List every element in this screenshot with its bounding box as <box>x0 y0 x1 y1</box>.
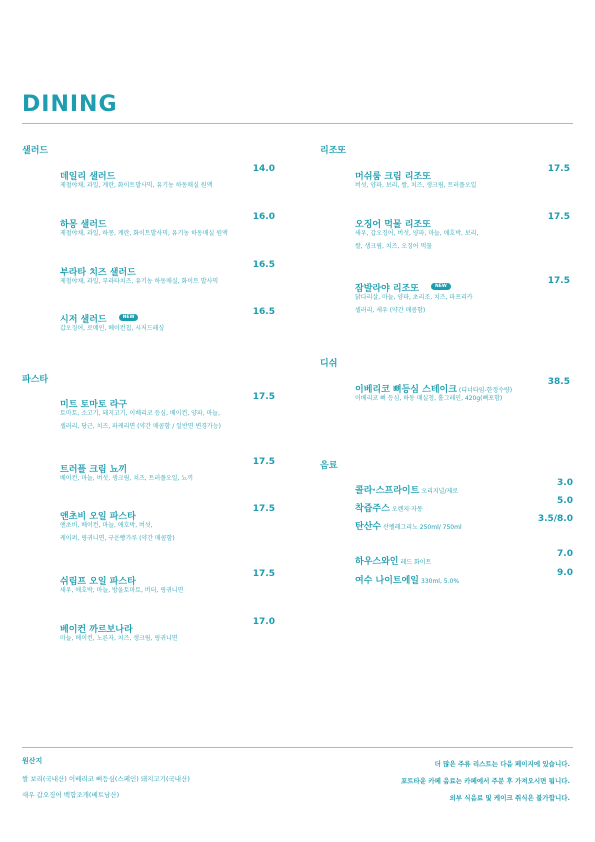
header-divider <box>22 123 573 124</box>
item-name: 하몽 샐러드 <box>60 220 107 230</box>
menu-item <box>60 212 275 240</box>
item-name: 미트 토마토 라구 <box>60 400 128 410</box>
item-description: 갑오징어, 로메인, 베이컨칩, 시저드레싱 <box>60 325 165 332</box>
item-note: 오리지널/제로 <box>421 488 459 495</box>
item-price: 17.5 <box>252 457 275 467</box>
item-description: 새우, 갑오징어, 버섯, 양파, 마늘, 애호박, 보리, 쌀, 생크림, 치즈, 오징어 먹물 <box>355 230 479 250</box>
item-name: 하우스와인 <box>355 557 399 567</box>
item-description: 토마토, 소고기, 돼지고기, 이베리코 등심, 베이컨, 양파, 마늘, 셀러리, 당근, 치즈, 파케리면 (약간 매콤함 / 일반면 변경가능) <box>60 410 221 430</box>
item-note: 레드 화이트 <box>400 559 432 566</box>
item-description: 닭다리살, 마늘, 양파, 초리조, 치즈, 파프리카 셀러리, 새우 (약간 매콤함) <box>355 294 473 314</box>
menu-item <box>60 457 275 485</box>
item-name: 콜라·스프라이트 <box>355 486 420 496</box>
section-title-drinks: 음료 <box>320 461 338 471</box>
section-title-pasta: 파스타 <box>22 375 49 385</box>
footer-notes <box>401 756 570 807</box>
drink-item <box>355 478 573 496</box>
drink-item <box>355 514 573 532</box>
item-price: 5.0 <box>557 496 573 506</box>
footer-divider <box>22 747 573 748</box>
item-description: 버섯, 양파, 보리, 쌀, 치즈, 생크림, 트러플오일 <box>355 182 477 189</box>
menu-item <box>60 504 275 545</box>
item-note: 오렌지·자몽 <box>391 506 423 513</box>
item-description: 앤초비, 베이컨, 마늘, 애호박, 버섯, 케이퍼, 링귀니면, 구운빵가루 (약간 매콤함) <box>60 522 175 542</box>
menu-item <box>60 617 275 645</box>
item-name: 쉬림프 오일 파스타 <box>60 577 136 587</box>
menu-item <box>355 164 570 192</box>
drink-item <box>355 549 573 567</box>
origin-line: 쌀 보리(국내산) 이베리코 뼈등심(스페인) 돼지고기(국내산) <box>22 775 190 783</box>
item-name: 머쉬룸 크림 리조또 <box>355 172 431 182</box>
item-price: 17.5 <box>547 164 570 174</box>
item-name: 트러플 크림 뇨끼 <box>60 465 128 475</box>
item-price: 14.0 <box>252 164 275 174</box>
item-price: 17.0 <box>252 617 275 627</box>
section-title-salad: 샐러드 <box>22 146 49 156</box>
item-name: 베이컨 까르보나라 <box>60 625 133 635</box>
menu-item <box>60 307 275 335</box>
item-name: 이베리코 뼈등심 스테이크 <box>355 385 457 395</box>
item-price: 38.5 <box>547 377 570 387</box>
drink-item <box>355 496 573 514</box>
item-name: 오징어 먹물 리조또 <box>355 220 431 230</box>
section-title-dish: 디쉬 <box>320 359 338 369</box>
section-title-risotto: 리조또 <box>320 146 347 156</box>
footer-note: 외부 식음료 및 케이크 취식은 불가합니다. <box>449 794 570 802</box>
item-description: 이베리코 뼈 등심, 하동 매실청, 홀그레인, 420g(뼈포함) <box>355 395 503 402</box>
footer-note: 포트타운 카페 음료는 카페에서 주문 후 가져오시면 됩니다. <box>400 777 570 785</box>
item-description: 제철야채, 과일, 계란, 화이트발사믹, 유기농 하동매실 원액 <box>60 182 213 189</box>
footer-note: 더 많은 주류 리스트는 다음 페이지에 있습니다. <box>434 760 570 768</box>
item-price: 3.5/8.0 <box>537 514 573 524</box>
item-name: 데일리 샐러드 <box>60 172 116 182</box>
item-price: 17.5 <box>252 569 275 579</box>
item-price: 7.0 <box>557 549 573 559</box>
item-description: 베이컨, 마늘, 버섯, 생크림, 치즈, 트러플오일, 뇨끼 <box>60 475 194 482</box>
item-description: 새우, 애호박, 마늘, 방울토마토, 버터, 링귀니면 <box>60 587 184 594</box>
item-name: 여수 나이트에일 <box>355 576 419 586</box>
item-price: 17.5 <box>547 212 570 222</box>
menu-item <box>60 569 275 597</box>
item-price: 17.5 <box>547 276 570 286</box>
item-price: 16.5 <box>252 307 275 317</box>
menu-item <box>60 164 275 192</box>
item-note: 산펠레그리노 250ml/ 750ml <box>383 524 462 531</box>
item-name: 부라타 치즈 샐러드 <box>60 268 136 278</box>
menu-item <box>355 276 570 317</box>
item-name: 시저 샐러드 <box>60 315 107 325</box>
menu-item <box>355 377 570 405</box>
item-note: (디너타임-한정수량) <box>458 387 513 394</box>
item-price: 17.5 <box>252 504 275 514</box>
page-title: DINING <box>22 92 118 117</box>
new-badge: NEW <box>119 314 139 321</box>
item-description: 제철야채, 과일, 부라타치즈, 유기농 하동매실, 화이트 발사믹 <box>60 278 219 285</box>
item-name: 잠발라야 리조또 <box>355 284 419 294</box>
menu-item <box>355 212 570 253</box>
origin-info <box>22 756 190 803</box>
item-description: 제철야채, 과일, 하몽, 계란, 화이트발사믹, 유기농 하동매실 원액 <box>60 230 228 237</box>
drink-item <box>355 568 573 586</box>
item-price: 3.0 <box>557 478 573 488</box>
origin-title: 원산지 <box>22 757 43 765</box>
menu-item <box>60 260 275 288</box>
new-badge: NEW <box>431 283 451 290</box>
item-price: 16.5 <box>252 260 275 270</box>
item-note: 330ml, 5.0% <box>421 578 460 585</box>
item-price: 9.0 <box>557 568 573 578</box>
menu-item <box>60 392 275 433</box>
item-price: 16.0 <box>252 212 275 222</box>
origin-line: 새우 갑오징어 백합조개(베트남산) <box>22 791 120 799</box>
item-name: 탄산수 <box>355 522 382 532</box>
item-price: 17.5 <box>252 392 275 402</box>
item-name: 앤초비 오일 파스타 <box>60 512 136 522</box>
item-description: 마늘, 베이컨, 노른자, 치즈, 생크림, 링귀니면 <box>60 635 178 642</box>
item-name: 착즙주스 <box>355 504 390 514</box>
